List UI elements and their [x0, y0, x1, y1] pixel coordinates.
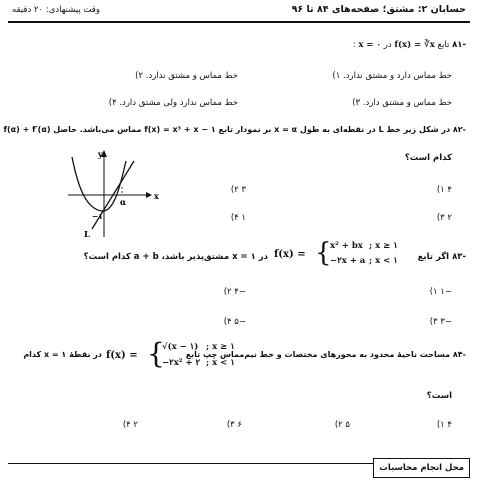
question-number: -۸۴ [452, 350, 466, 359]
brace: { [315, 238, 332, 268]
option-82-2[interactable]: ۳ ۲) [230, 185, 246, 195]
scratch-area-label: محل انجام محاسبات [373, 458, 470, 478]
question-number: -۸۳ [452, 252, 466, 262]
option-84-1[interactable]: ۴ ۱) [436, 420, 452, 430]
option-84-4[interactable]: ۲ ۴) [122, 420, 138, 430]
question-number: -۸۱ [452, 40, 466, 50]
option-81-1[interactable]: خط مماس دارد و مشتق ندارد. ۱) [332, 71, 452, 81]
option-81-4[interactable]: خط مماس ندارد ولی مشتق دارد. ۴) [108, 98, 238, 108]
question-stem-line2: کدام است؟ [404, 153, 452, 163]
point-formula: x = ۰ [358, 40, 382, 50]
option-82-1[interactable]: ۴ ۱) [436, 185, 452, 195]
option-83-4[interactable]: −۵ ۴) [223, 317, 246, 327]
option-83-2[interactable]: −۴ ۲) [223, 287, 246, 297]
option-82-4[interactable]: ۱ ۴) [230, 213, 246, 223]
alpha-label: α [120, 197, 127, 207]
question-stem-line2: است؟ [426, 391, 452, 401]
question-stem-suffix: در [383, 40, 392, 50]
piecewise-function: f(x) = { x² + bx ; x ≥ ۱ −۲x + a ; x < ۱ [274, 238, 398, 268]
option-84-2[interactable]: ۵ ۲) [334, 420, 350, 430]
piecewise-function: f(x) = { √(x − ۱) ; x ≥ ۱ −۲x² + ۲ ; x < ۱ [106, 337, 235, 370]
option-83-1[interactable]: −۱ ۱) [429, 287, 452, 297]
question-number: -۸۲ [452, 125, 466, 134]
tangent-graph [64, 147, 164, 239]
section-title: حسابان ۲: مشتق؛ صفحه‌های ۸۴ تا ۹۶ [291, 4, 466, 15]
question-stem-prefix: اگر تابع [417, 252, 450, 262]
y-label: y [98, 149, 103, 159]
suggested-time: وقت پیشنهادی: ۲۰ دقیقه [12, 5, 100, 15]
option-81-3[interactable]: خط مماس و مشتق دارد. ۳) [352, 98, 452, 108]
question-stem: در شکل زیر خط L در نقطه‌ای به طول x = α بر نمودار تابع f(x) = x³ + x − ۱ مماس می‌باشد. حاصل f(α) + f′(α) [3, 125, 451, 134]
function-curve [72, 157, 126, 211]
header-divider [8, 21, 470, 23]
minus-one-label: −۱ [92, 212, 103, 221]
x-label: x [154, 191, 159, 201]
question-stem-prefix: مساحت ناحیهٔ محدود به محورهای مختصات و خط نیم‌مماس چپ تابع [185, 350, 451, 359]
brace: { [147, 337, 165, 370]
question-stem-prefix: تابع [437, 40, 450, 50]
question-stem-suffix: در نقطهٔ x = ۱ کدام [23, 350, 102, 359]
question-stem-suffix: در x = ۱ مشتق‌پذیر باشد، a + b کدام است؟ [83, 252, 268, 262]
function-formula: f(x) = ∛x [394, 40, 435, 50]
x-axis-arrow [146, 192, 152, 198]
option-82-3[interactable]: ۲ ۳) [436, 213, 452, 223]
option-84-3[interactable]: ۶ ۳) [226, 420, 242, 430]
option-81-2[interactable]: خط مماس و مشتق ندارد. ۲) [135, 71, 238, 81]
option-83-3[interactable]: −۳ ۳) [429, 317, 452, 327]
line-L-label: L [84, 230, 90, 239]
